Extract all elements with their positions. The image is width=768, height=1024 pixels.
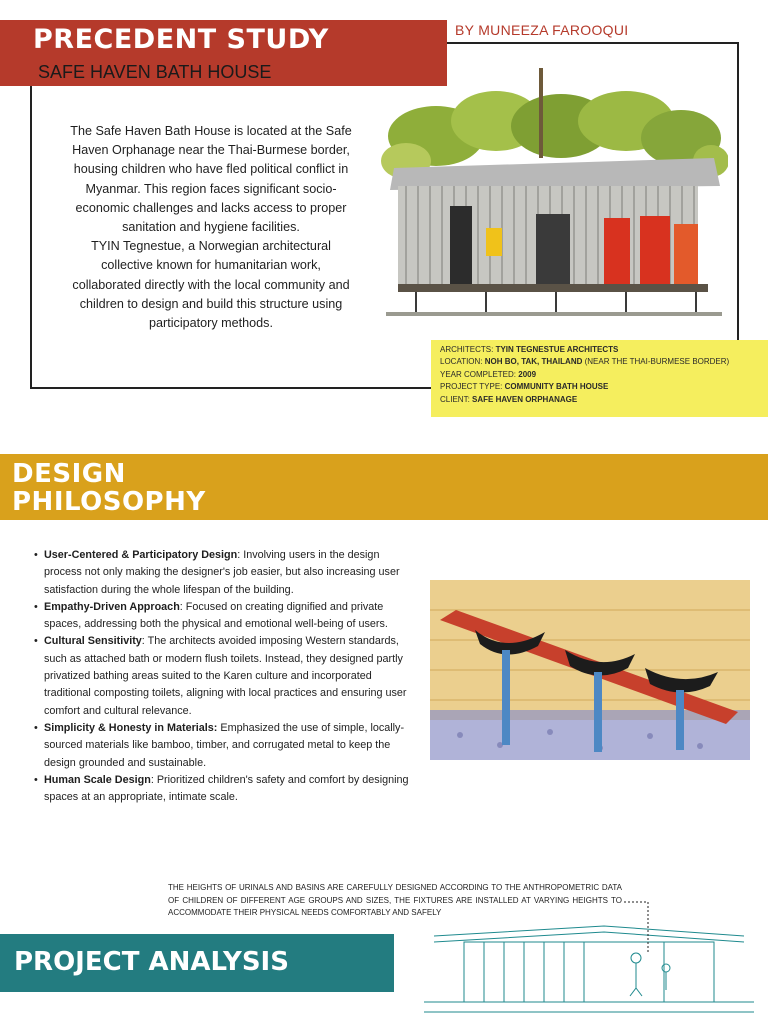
title-line: DESIGN — [12, 459, 126, 489]
fact-client — [440, 394, 759, 406]
author-credit: BY MUNEEZA FAROOQUI — [455, 22, 629, 38]
item-body: The architects avoided imposing Western standards, such as attached bath or modern flush toilets. Instead, they designed partly privatized bathing areas suited to the Karen culture and incorporated traditional composting toilets, aligning with local practices and ensuring user comfort and cultural relevance. — [44, 635, 407, 717]
bath-house-sketch — [376, 66, 728, 334]
page-subtitle: SAFE HAVEN BATH HOUSE — [38, 62, 272, 82]
frame-line-top — [447, 42, 739, 44]
item-body: Involving users in the design process not only making the designer's job easier, but also increasing user satisfaction during the whole lifespan of the building. — [44, 549, 400, 596]
list-item — [34, 633, 412, 719]
fact-label: CLIENT: — [440, 394, 473, 404]
frame-line-bottom — [30, 387, 434, 389]
item-separator: : — [141, 635, 148, 648]
intro-paragraph-2: TYIN Tegnestue, a Norwegian architectural collective known for humanitarian work, collaborated directly with the local community and children to design and build this structure using participatory methods. — [72, 239, 350, 331]
section-drawing — [404, 896, 768, 1024]
project-analysis-banner — [0, 934, 394, 992]
fact-location — [440, 356, 759, 368]
door-red — [640, 216, 670, 284]
list-item — [34, 772, 412, 807]
item-separator: : — [237, 549, 244, 561]
item-separator: : — [179, 600, 186, 613]
item-heading: User-Centered & Participatory Design — [44, 549, 238, 561]
fact-value: 2009 — [518, 369, 537, 379]
door-red — [604, 218, 630, 284]
design-philosophy-banner — [0, 454, 768, 520]
philosophy-list — [34, 547, 412, 806]
item-heading: Human Scale Design — [44, 773, 151, 786]
section-title-design-philosophy — [12, 460, 206, 516]
list-item — [34, 720, 412, 772]
item-body: Prioritized children's safety and comfort by designing spaces at an appropriate, intimate scale. — [44, 773, 409, 804]
page-title: PRECEDENT STUDY — [33, 24, 329, 55]
project-facts-box — [431, 340, 768, 417]
intro-paragraph-1: The Safe Haven Bath House is located at the Safe Haven Orphanage near the Thai-Burmese border, housing children who have fled political conflict in Myanmar. This region faces significant socio-economic challenges and lacks access to proper sanitation and hygiene facilities. — [70, 124, 352, 235]
urinal-sketch — [420, 560, 760, 795]
title-line: PHILOSOPHY — [12, 487, 206, 517]
item-heading: Cultural Sensitivity — [44, 635, 142, 648]
item-heading: Empathy-Driven Approach — [44, 600, 180, 613]
frame-line-right — [737, 42, 739, 342]
fact-label: LOCATION: — [440, 357, 485, 367]
panel-yellow — [486, 228, 502, 256]
fact-note: (NEAR THE THAI-BURMESE BORDER) — [582, 357, 730, 367]
anthropometric-note: THE HEIGHTS OF URINALS AND BASINS ARE CAREFULLY DESIGNED ACCORDING TO THE ANTHROPOMETRIC DATA OF CHILDREN OF DIFFERENT AGE GROUPS AND SIZES, THE FIXTURES ARE INSTALLED AT VARYING HEIGHTS TO ACCOMMODATE THEIR PHYSICAL NEEDS COMFORTABLY AND SAFELY — [168, 883, 622, 917]
fact-year — [440, 369, 759, 381]
fact-value: NOH BO, TAK, THAILAND — [484, 357, 583, 367]
fact-label: ARCHITECTS: — [440, 345, 496, 354]
list-item — [34, 599, 412, 634]
fact-label: YEAR COMPLETED: — [440, 369, 519, 379]
fact-type — [440, 381, 759, 393]
section-title-project-analysis: PROJECT ANALYSIS — [14, 947, 289, 977]
fact-value: SAFE HAVEN ORPHANAGE — [472, 394, 578, 404]
fact-label: PROJECT TYPE: — [440, 382, 505, 392]
list-item — [34, 547, 412, 599]
door-dark — [450, 206, 472, 284]
item-body: Emphasized the use of simple, locally-sourced materials like bamboo, timber, and corrugated metal to keep the design grounded and sustainable. — [44, 721, 405, 769]
intro-text — [66, 122, 356, 333]
frame-line-left — [30, 86, 32, 389]
fact-architects — [440, 344, 759, 356]
item-separator: : — [150, 773, 157, 786]
fact-value: COMMUNITY BATH HOUSE — [504, 382, 609, 392]
item-heading: Simplicity & Honesty in Materials: — [44, 721, 218, 734]
item-body: Focused on creating dignified and private spaces, addressing both the physical and emotional well-being of users. — [44, 600, 388, 631]
fact-value: TYIN TEGNESTUE ARCHITECTS — [495, 345, 619, 354]
